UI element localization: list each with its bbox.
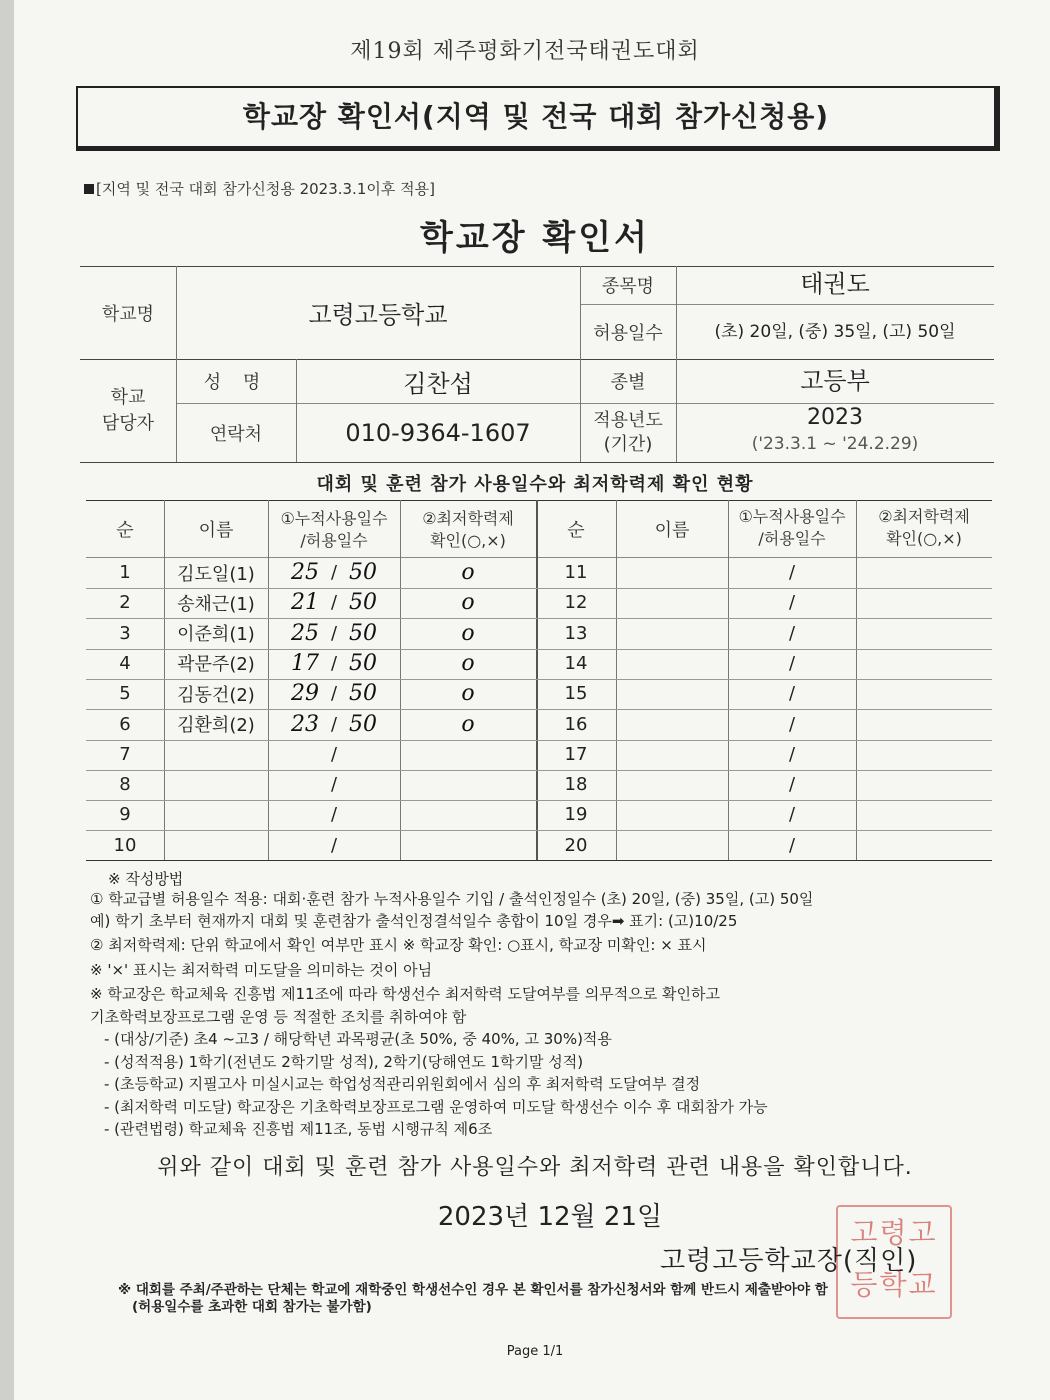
row-number: 11	[564, 562, 588, 583]
days-cell: /	[788, 774, 796, 796]
confirmation-statement: 위와 같이 대회 및 훈련 참가 사용일수와 최저학력 관련 내용을 확인합니다.	[157, 1155, 913, 1180]
student-name	[616, 799, 728, 830]
manager-label-line1: 학교	[110, 387, 146, 408]
slash-separator: /	[330, 774, 338, 796]
days-cell	[268, 739, 400, 770]
method-line: - (대상/기준) 초4 ~고3 / 해당학년 과목평균(초 50%, 중 40%, 고 30%)적용	[104, 1030, 612, 1048]
header-acad-right	[856, 502, 992, 554]
row-number: 18	[564, 774, 588, 796]
student-name	[616, 648, 728, 679]
table-row	[86, 678, 992, 710]
days-cell	[268, 648, 400, 679]
row-number: 9	[119, 804, 131, 826]
row-number: 8	[119, 774, 131, 796]
student-name: 곽문주(2)	[177, 654, 255, 676]
days-cell	[268, 618, 400, 649]
days-cell	[268, 557, 400, 588]
days-cell: /	[788, 743, 796, 765]
student-name	[616, 618, 728, 649]
method-title: ※ 작성방법	[108, 870, 184, 888]
allowed-days: 50	[349, 681, 378, 707]
days-cell: /	[788, 622, 796, 644]
academic-check	[856, 769, 992, 800]
division-label: 종별	[610, 372, 646, 393]
event-name-label: 종목명	[601, 276, 655, 297]
academic-check: o	[461, 650, 475, 676]
manager-label	[80, 380, 176, 442]
row-number: 2	[119, 592, 131, 614]
days-cell	[268, 799, 400, 830]
academic-check	[856, 799, 992, 830]
contact-value: 010-9364-1607	[345, 418, 531, 447]
footnote-line2: (허용일수를 초과한 대회 참가는 불가함)	[132, 1299, 372, 1315]
academic-check	[856, 648, 992, 679]
method-line: 기초학력보장프로그램 운영 등 적절한 조치를 취하여야 함	[90, 1008, 467, 1026]
manager-name: 김찬섭	[403, 369, 473, 398]
header-days-right	[728, 502, 856, 554]
applicability-note-text: [지역 및 전국 대회 참가신청용 2023.3.1이후 적용]	[96, 180, 435, 198]
row-number: 19	[564, 804, 588, 826]
bullet-square-icon	[84, 184, 94, 194]
student-name	[164, 739, 268, 770]
header-days-line2: /허용일수	[758, 529, 826, 548]
academic-check: o	[461, 711, 475, 737]
table-row	[86, 557, 992, 589]
student-name: 김도일(1)	[177, 563, 255, 585]
days-cell	[268, 709, 400, 740]
days-cell	[268, 830, 400, 861]
used-days: 23	[290, 711, 319, 737]
division-value: 고등부	[800, 366, 870, 395]
student-name	[616, 830, 728, 861]
academic-check	[856, 678, 992, 709]
slash-separator: /	[330, 804, 338, 826]
days-cell: /	[788, 834, 796, 856]
academic-check	[856, 709, 992, 740]
allowed-days: 50	[349, 650, 378, 676]
row-number: 15	[564, 683, 588, 705]
document-title: 학교장 확인서(지역 및 전국 대회 참가신청용)	[242, 100, 830, 133]
year-label-line1: 적용년도	[593, 409, 663, 431]
days-cell: /	[788, 592, 796, 614]
academic-check: o	[461, 681, 475, 707]
header-acad-line1: ②최저학력제	[422, 509, 514, 528]
method-line: - (최저학력 미도달) 학교장은 기초학력보장프로그램 운영하여 미도달 학생선수 이수 후 대회참가 가능	[104, 1098, 768, 1116]
header-name-left: 이름	[198, 519, 234, 541]
table-row	[86, 769, 992, 801]
method-line: ※ 학교장은 학교체육 진흥법 제11조에 따라 학생선수 최저학력 도달여부를 의무적으로 확인하고	[90, 985, 720, 1003]
slash-separator: /	[330, 652, 338, 674]
slash-separator: /	[330, 683, 338, 705]
days-cell	[268, 678, 400, 709]
student-name	[616, 739, 728, 770]
method-line: ② 최저학력제: 단위 학교에서 확인 여부만 표시 ※ 학교장 확인: ○표시, 학교장 미확인: × 표시	[90, 936, 707, 954]
used-days: 29	[290, 681, 319, 707]
footnote-line1: ※ 대회를 주최/주관하는 단체는 학교에 재학중인 학생선수인 경우 본 확인서를 참가신청서와 함께 반드시 제출받아야 함	[118, 1282, 828, 1298]
student-name	[616, 557, 728, 588]
days-cell	[268, 769, 400, 800]
table-row	[86, 648, 992, 680]
student-name	[616, 678, 728, 709]
year-label-line2: (기간)	[603, 433, 653, 455]
student-name	[616, 769, 728, 800]
seal-stamp-lettering: 고령고 등학교	[850, 1216, 938, 1301]
academic-check	[400, 769, 536, 800]
allowed-days: 50	[349, 560, 378, 585]
row-number: 17	[564, 743, 588, 765]
row-number: 20	[564, 834, 588, 856]
slash-separator: /	[330, 713, 338, 735]
header-name-right: 이름	[654, 519, 690, 541]
slash-separator: /	[330, 834, 338, 856]
row-number: 5	[119, 683, 131, 705]
academic-check	[856, 557, 992, 588]
row-number: 6	[119, 713, 131, 735]
student-name	[164, 830, 268, 861]
header-no-right: 순	[567, 519, 585, 541]
method-line: ※ '×' 표시는 최저학력 미도달을 의미하는 것이 아님	[90, 961, 433, 979]
student-name	[616, 709, 728, 740]
header-no-left: 순	[116, 519, 134, 541]
allowed-days: 50	[349, 711, 378, 737]
row-number: 1	[119, 562, 131, 583]
slash-separator: /	[330, 592, 338, 614]
header-acad-left	[400, 504, 536, 556]
method-line: - (관련법령) 학교체육 진흥법 제11조, 동법 시행규칙 제6조	[104, 1120, 493, 1138]
row-number: 4	[119, 652, 131, 674]
days-cell: /	[788, 804, 796, 826]
table-row	[86, 739, 992, 771]
seal-label: (직인)	[842, 1246, 918, 1276]
table-row	[86, 799, 992, 831]
table-row	[86, 709, 992, 741]
academic-check	[400, 739, 536, 770]
principal-name: 고령고등학교장	[660, 1246, 843, 1276]
used-days: 25	[290, 620, 319, 646]
table-row	[86, 618, 992, 650]
days-cell: /	[788, 713, 796, 735]
school-name: 고령고등학교	[308, 301, 448, 329]
row-number: 3	[119, 622, 131, 644]
school-name-label: 학교명	[101, 303, 155, 325]
issue-date: 2023년 12월 21일	[437, 1202, 663, 1232]
slash-separator: /	[330, 622, 338, 644]
year-label	[580, 403, 676, 462]
header-acad-line2: 확인(○,×)	[430, 531, 506, 550]
row-number: 10	[113, 834, 137, 856]
student-name	[164, 769, 268, 800]
days-cell	[268, 587, 400, 618]
header-days-line2: /허용일수	[300, 531, 368, 550]
manager-label-line2: 담당자	[101, 413, 155, 434]
applicability-note	[84, 178, 435, 199]
method-line: - (성적적용) 1학기(전년도 2학기말 성적), 2학기(당해연도 1학기말 성적)	[104, 1053, 584, 1071]
used-days: 25	[290, 560, 319, 585]
row-number: 14	[564, 652, 588, 674]
academic-check	[400, 799, 536, 830]
header-days-line1: ①누적사용일수	[738, 507, 846, 526]
method-line: - (초등학교) 지필고사 미실시교는 학업성적관리위원회에서 심의 후 최저학력 도달여부 결정	[104, 1075, 701, 1093]
header-acad-line1: ②최저학력제	[878, 507, 970, 526]
academic-check: o	[461, 560, 475, 585]
header-days-left	[268, 504, 400, 556]
confirmation-title: 학교장 확인서	[420, 218, 650, 258]
allowed-days-value: (초) 20일, (중) 35일, (고) 50일	[714, 321, 956, 342]
status-title: 대회 및 훈련 참가 사용일수와 최저학력제 확인 현황	[316, 474, 754, 495]
event-name: 태권도	[800, 269, 870, 298]
student-name: 이준희(1)	[177, 624, 255, 646]
allowed-days-label: 허용일수	[593, 322, 663, 344]
academic-check	[856, 587, 992, 618]
academic-check	[856, 618, 992, 649]
row-number: 12	[564, 592, 588, 614]
row-number: 7	[119, 743, 131, 765]
days-cell: /	[788, 683, 796, 705]
academic-check: o	[461, 590, 475, 616]
document-title-box	[76, 86, 1000, 151]
academic-check	[856, 739, 992, 770]
academic-check	[400, 830, 536, 861]
footnote	[118, 1282, 828, 1316]
period: ('23.3.1 ~ '24.2.29)	[751, 433, 919, 454]
slash-separator: /	[330, 562, 338, 583]
manager-name-label: 성 명	[203, 372, 269, 393]
method-line: ① 학교급별 허용일수 적용: 대회·훈련 참가 누적사용일수 기입 / 출석인정일수 (초) 20일, (중) 35일, (고) 50일	[90, 890, 814, 908]
student-name: 김동건(2)	[177, 684, 255, 706]
allowed-days: 50	[349, 620, 378, 646]
academic-check: o	[461, 620, 475, 646]
year-value	[676, 401, 994, 460]
row-number: 13	[564, 622, 588, 644]
page-number: Page 1/1	[506, 1344, 564, 1359]
academic-check	[856, 830, 992, 861]
contact-label: 연락처	[209, 423, 263, 445]
days-cell: /	[788, 562, 796, 583]
table-row	[86, 830, 992, 861]
year: 2023	[807, 404, 863, 430]
days-cell: /	[788, 652, 796, 674]
principal-signature-line	[660, 1240, 917, 1277]
method-line: 예) 학기 초부터 현재까지 대회 및 훈련참가 출석인정결석일수 총합이 10일 경우➡ 표기: (고)10/25	[90, 912, 738, 930]
header-days-line1: ①누적사용일수	[280, 509, 388, 528]
student-name: 김환희(2)	[177, 715, 255, 736]
header-acad-line2: 확인(○,×)	[886, 529, 962, 548]
student-name	[164, 799, 268, 830]
used-days: 17	[290, 650, 319, 676]
used-days: 21	[290, 590, 319, 616]
student-name	[616, 587, 728, 618]
row-number: 16	[564, 713, 588, 735]
slash-separator: /	[330, 743, 338, 765]
student-name: 송채근(1)	[177, 593, 255, 615]
allowed-days: 50	[349, 590, 378, 616]
event-title: 제19회 제주평화기전국태권도대회	[350, 39, 700, 64]
table-row	[86, 587, 992, 619]
